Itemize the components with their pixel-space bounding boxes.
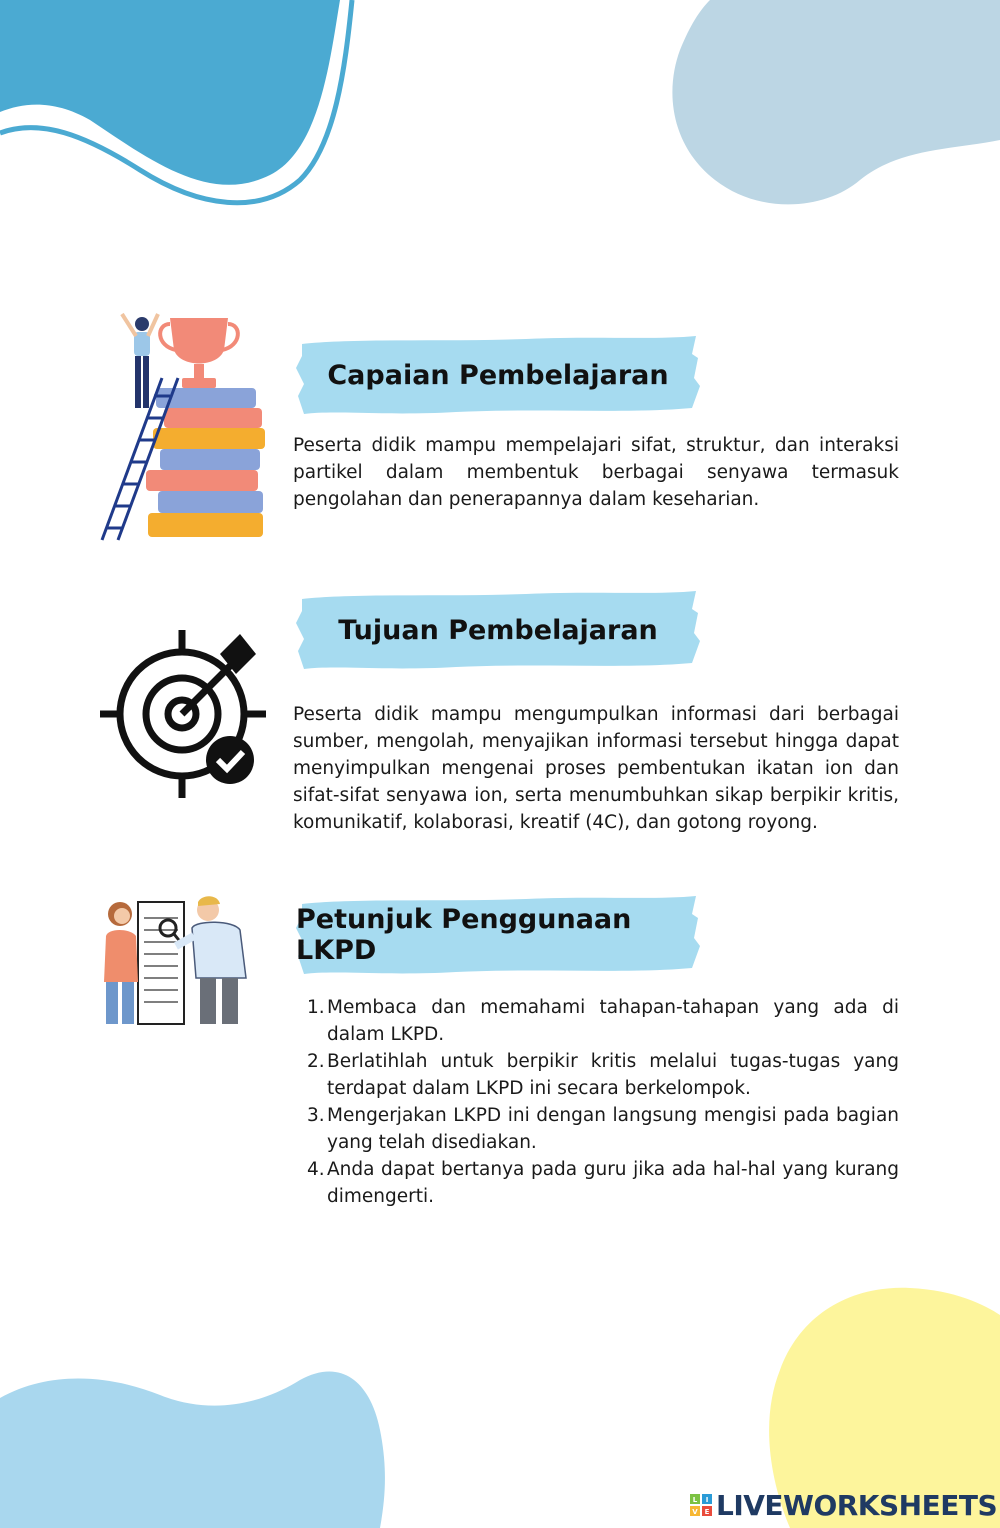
list-item [293,1102,899,1156]
section-title: Capaian Pembelajaran [327,359,669,391]
list-number: 2. [307,1051,325,1072]
target-arrow-check-icon [98,628,270,800]
svg-text:V: V [692,1508,698,1516]
section-body: Peserta didik mampu mempelajari sifat, struktur, dan interaksi partikel dalam membentuk berbagai senyawa termasuk pengolahan dan penerapannya dalam keseharian. [293,435,899,510]
list-text: Berlatihlah untuk berpikir kritis melalui tugas-tugas yang terdapat dalam LKPD ini secara berkelompok. [327,1051,899,1099]
liveworksheets-logo-icon [690,1494,712,1516]
section-title: Tujuan Pembelajaran [338,614,658,646]
list-number: 4. [307,1159,325,1180]
list-item [293,994,899,1048]
top-right-blob [672,0,1000,204]
trophy-books-ladder-icon [98,308,273,546]
list-text: Mengerjakan LKPD ini dengan langsung mengisi pada bagian yang telah disediakan. [327,1105,899,1153]
list-item [293,1156,899,1210]
list-text: Membaca dan memahami tahapan-tahapan yang ada di dalam LKPD. [327,997,899,1045]
liveworksheets-brand [690,1488,997,1522]
heading-banner [296,894,700,976]
top-left-blob [0,0,340,185]
list-number: 1. [307,997,325,1018]
list-item [293,1048,899,1102]
list-number: 3. [307,1105,325,1126]
section-body: Peserta didik mampu mengumpulkan informasi dari berbagai sumber, mengolah, menyajikan informasi tersebut hingga dapat menyimpulkan mengenai proses pembentukan ikatan ion dan sifat-sifat senyawa ion, serta menumbuhkan sikap berpikir kritis, komunikatif, kolaborasi, kreatif (4C), dan gotong royong. [293,704,899,833]
list-text: Anda dapat bertanya pada guru jika ada hal-hal yang kurang dimengerti. [327,1159,899,1207]
heading-banner [296,589,700,671]
svg-text:E: E [704,1508,710,1516]
people-reviewing-document-icon [100,892,268,1026]
brand-name: LIVEWORKSHEETS [716,1488,998,1522]
bottom-left-blob [0,1371,385,1528]
svg-text:L: L [692,1496,698,1504]
heading-banner [296,334,700,416]
svg-text:I: I [705,1496,709,1504]
section-title: Petunjuk Penggunaan LKPD [296,904,632,966]
instruction-list [293,994,899,1210]
